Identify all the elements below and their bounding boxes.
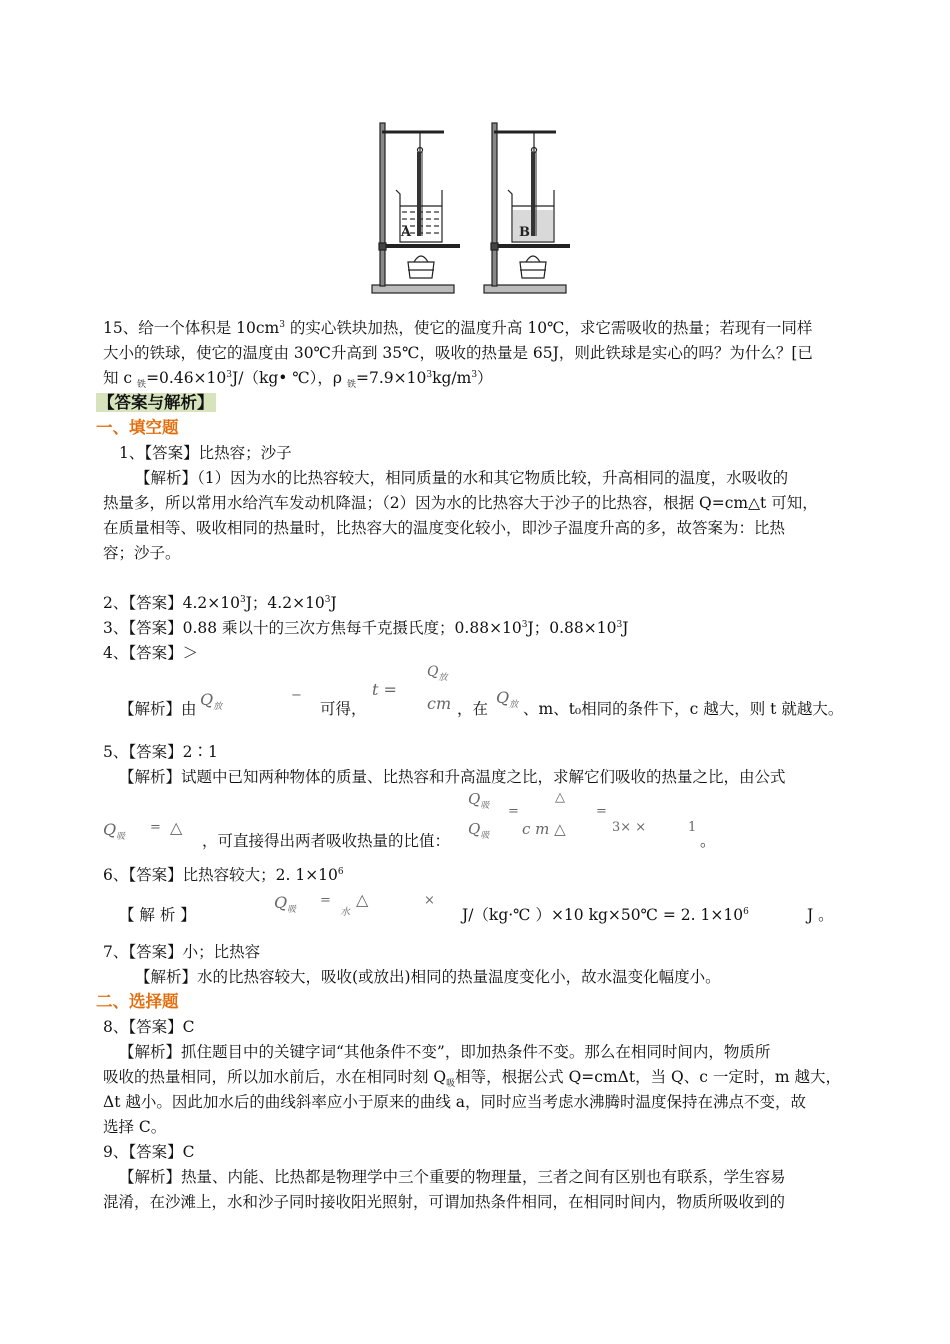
answer-1-analysis-1: 【解析】（1）因为水的比热容较大，相同质量的水和其它物质比较，升高相同的温度，水吸收的 bbox=[135, 469, 789, 487]
answer-5-analysis-end: 。 bbox=[700, 832, 716, 850]
answer-6-formula-water: 水 bbox=[340, 907, 350, 918]
answer-9-analysis-2: 混淆，在沙滩上，水和沙子同时接收阳光照射，可谓加热条件相同，在相同时间内，物质所吸收到的 bbox=[103, 1193, 786, 1211]
answer-6-formula-eq: = bbox=[320, 893, 331, 908]
answer-8-analysis-1: 【解析】抓住题目中的关键字词“其他条件不变”，即加热条件不变。那么在相同时间内，物质所 bbox=[119, 1043, 771, 1061]
answer-6-analysis-units: J/（kg·℃ ）×10 kg×50℃ = 2. $1\times 10^6$ bbox=[462, 906, 749, 924]
answer-5-head: 5、【答案】2∶1 bbox=[103, 743, 218, 761]
answer-8-analysis-2: 吸收的热量相同，所以加水前后，水在相同时刻 $Q_吸$相等，根据公式 Q=cmΔt，当 Q、c 一定时，m 越大， bbox=[103, 1068, 841, 1090]
answer-4-frac-den: cm bbox=[427, 694, 452, 713]
q15-line-3: 知 c $_铁=0.46\times 10^3J/(kg•$ ℃），ρ $_铁=7.9\times 10^3kg/m^3$） bbox=[103, 369, 493, 391]
answer-6-formula-q: $Q_吸$ bbox=[274, 893, 297, 916]
answer-8-analysis-4: 选择 C。 bbox=[103, 1118, 167, 1136]
q15-line-2: 大小的铁球，使它的温度由 30℃升高到 35℃，吸收的热量是 65J，则此铁球是实心的吗？为什么？[已 bbox=[103, 344, 813, 362]
answer-section-header: 【答案与解析】 bbox=[98, 393, 214, 412]
answer-5-formula-q: $Q_吸$ bbox=[103, 820, 126, 843]
answer-1-analysis-2: 热量多，所以常用水给汽车发动机降温；（2）因为水的比热容大于沙子的比热容，根据 Q=cm△t 可知， bbox=[103, 494, 818, 512]
answer-8-analysis-3: Δt 越小。因此加水后的曲线斜率应小于原来的曲线 a，同时应当考虑水沸腾时温度保持在沸点不变，故 bbox=[103, 1093, 807, 1111]
answer-4-analysis-prefix: 【解析】由 bbox=[119, 700, 197, 718]
answer-4-formula-dash: − bbox=[291, 688, 302, 703]
answer-5-formula-eq: = bbox=[150, 820, 161, 835]
answer-5-ratio-result-den: 1 bbox=[688, 820, 697, 835]
apparatus-a-label: A bbox=[401, 225, 412, 240]
answer-5-analysis-1: 【解析】试题中已知两种物体的质量、比热容和升高温度之比，求解它们吸收的热量之比，由公式 bbox=[119, 768, 786, 786]
answer-5-ratio-num: $Q_吸$ bbox=[468, 790, 490, 811]
answer-7-analysis: 【解析】水的比热容较大，吸收(或放出)相同的热量温度变化小，故水温变化幅度小。 bbox=[135, 968, 721, 986]
answer-2: 2、【答案】$4.2\times 10^3J$；$4.2\times 10^3J$ bbox=[103, 594, 337, 612]
answer-4-t-equals: t = bbox=[372, 680, 397, 699]
section-choice-title: 二、选择题 bbox=[96, 992, 179, 1011]
answer-7-head: 7、【答案】小；比热容 bbox=[103, 943, 261, 961]
answer-5-ratio-eq: = bbox=[508, 804, 519, 819]
answer-5-ratio-delta: △ bbox=[555, 790, 565, 805]
answer-4-formula-q: $Q_放$ bbox=[200, 690, 223, 713]
section-fill-in-title: 一、填空题 bbox=[96, 418, 179, 437]
answer-5-formula-delta: △ bbox=[170, 818, 183, 837]
answer-1-analysis-3: 在质量相等、吸收相同的热量时，比热容大的温度变化较小，即沙子温度升高的多，故答案为：比热 bbox=[103, 519, 786, 537]
answer-9-head: 9、【答案】C bbox=[103, 1143, 195, 1161]
answer-1-analysis-4: 容；沙子。 bbox=[103, 544, 181, 562]
answer-9-analysis-1: 【解析】热量、内能、比热都是物理学中三个重要的物理量，三者之间有区别也有联系，学生容易 bbox=[119, 1168, 786, 1186]
answer-4-analysis-mid: 可得， bbox=[320, 700, 367, 718]
answer-4-analysis-tail: 、m、t₀相同的条件下，c 越大，则 t 就越大。 bbox=[523, 700, 844, 718]
answer-1-head: 1、【答案】比热容；沙子 bbox=[119, 444, 292, 462]
answer-5-ratio-den-c: c m △ bbox=[522, 820, 566, 838]
answer-4-frac-num: $Q_放$ bbox=[427, 664, 448, 683]
answer-5-ratio-den: $Q_吸$ bbox=[468, 820, 490, 841]
q15-line-1: 15、给一个体积是 $10cm^3$ 的实心铁块加热，使它的温度升高 10℃，求它需吸收的热量；若现有一同样 bbox=[103, 319, 813, 337]
answer-5-ratio-result: 3× × bbox=[612, 820, 647, 835]
answer-4-analysis-after: ，在 bbox=[457, 700, 489, 718]
apparatus-b-label: B bbox=[519, 225, 530, 240]
answer-6-formula-times: × bbox=[424, 893, 435, 908]
answer-6-analysis-label: 【 解 析 】 bbox=[119, 906, 196, 924]
answer-4-q-inline: $Q_放$ bbox=[496, 688, 519, 711]
answer-5-ratio-eq2: = bbox=[596, 804, 607, 819]
answer-5-analysis-mid: ，可直接得出两者吸收热量的比值： bbox=[202, 832, 451, 850]
answer-6-head: 6、【答案】比热容较大；2. $1\times 10^6$ bbox=[103, 866, 344, 884]
answer-8-head: 8、【答案】C bbox=[103, 1018, 195, 1036]
apparatus-a bbox=[372, 123, 460, 293]
answer-6-analysis-end: J 。 bbox=[807, 906, 834, 924]
apparatus-b bbox=[484, 123, 570, 293]
answer-4-head: 4、【答案】＞ bbox=[103, 644, 199, 662]
answer-3: 3、【答案】0.88 乘以十的三次方焦每千克摄氏度；$0.88\times 10^3J$；$0.88\times 10^3J$ bbox=[103, 619, 629, 637]
answer-6-formula-delta: △ bbox=[356, 890, 369, 909]
heating-apparatus-figure bbox=[370, 118, 570, 298]
